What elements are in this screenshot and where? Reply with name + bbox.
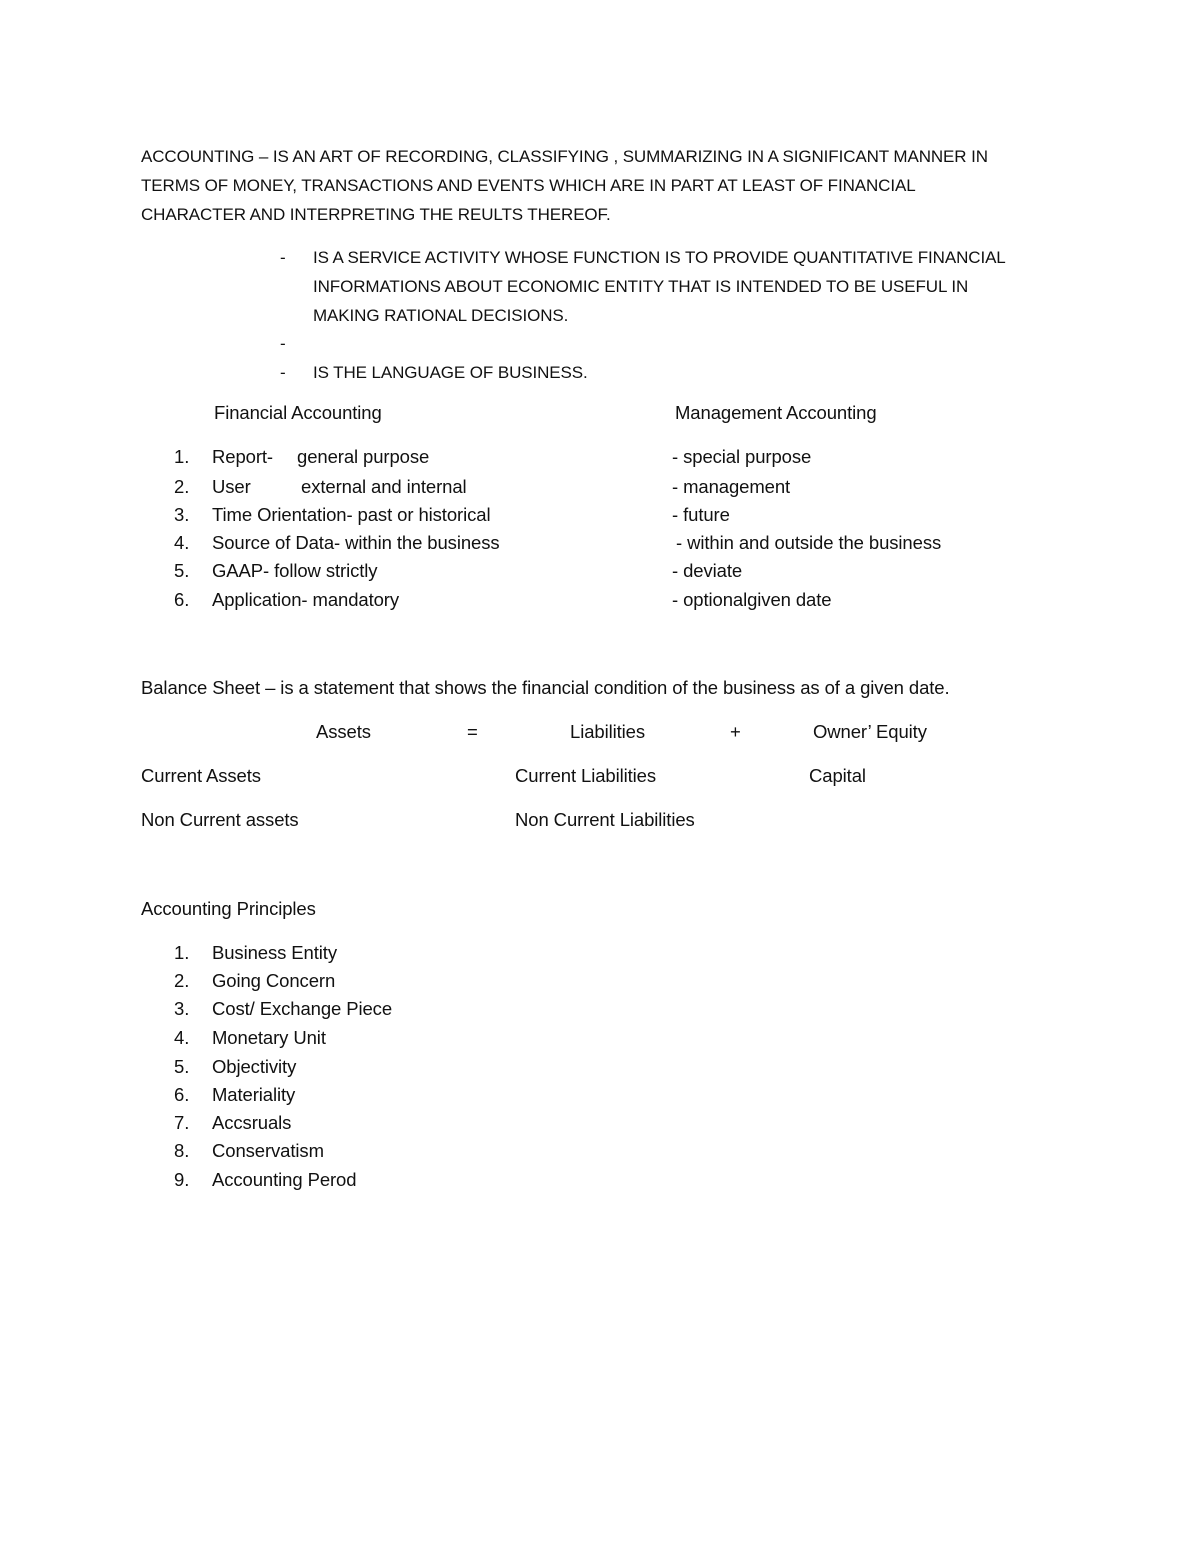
comparison-num-6: 6.: [174, 589, 190, 610]
principle-num-4: 4.: [174, 1027, 190, 1048]
bullet-1-line-3: MAKING RATIONAL DECISIONS.: [313, 306, 569, 325]
equation-liabilities: Liabilities: [570, 721, 645, 742]
definition-line-3: CHARACTER AND INTERPRETING THE REULTS THEREOF.: [141, 205, 611, 224]
equation-plus: +: [730, 721, 741, 742]
comparison-label-3: Time Orientation- past or historical: [212, 504, 491, 525]
comparison-label-1: Report-: [212, 446, 273, 467]
comparison-num-5: 5.: [174, 560, 190, 581]
current-assets: Current Assets: [141, 765, 261, 786]
principle-item-5: Objectivity: [212, 1056, 297, 1077]
bullet-dash-1: -: [280, 248, 286, 267]
comparison-right-1: - special purpose: [672, 446, 812, 467]
principle-num-6: 6.: [174, 1084, 190, 1105]
comparison-num-1: 1.: [174, 446, 190, 467]
principle-item-7: Accsruals: [212, 1112, 292, 1133]
comparison-right-4: - within and outside the business: [676, 532, 942, 553]
comparison-right-3: - future: [672, 504, 730, 525]
non-current-liabilities: Non Current Liabilities: [515, 809, 695, 830]
principle-num-8: 8.: [174, 1140, 190, 1161]
comparison-right-6: - optionalgiven date: [672, 589, 832, 610]
bullet-3-line-1: IS THE LANGUAGE OF BUSINESS.: [313, 363, 588, 382]
principle-item-1: Business Entity: [212, 942, 337, 963]
comparison-num-2: 2.: [174, 476, 190, 497]
principle-num-2: 2.: [174, 970, 190, 991]
principle-num-7: 7.: [174, 1112, 190, 1133]
comparison-right-2: - management: [672, 476, 791, 497]
principles-title: Accounting Principles: [141, 898, 316, 919]
principle-item-3: Cost/ Exchange Piece: [212, 998, 393, 1019]
principle-item-6: Materiality: [212, 1084, 296, 1105]
principle-num-5: 5.: [174, 1056, 190, 1077]
financial-accounting-header: Financial Accounting: [214, 402, 382, 423]
bullet-1-line-1: IS A SERVICE ACTIVITY WHOSE FUNCTION IS TO PROVIDE QUANTITATIVE FINANCIAL: [313, 248, 1006, 267]
current-liabilities: Current Liabilities: [515, 765, 657, 786]
definition-line-1: ACCOUNTING – IS AN ART OF RECORDING, CLASSIFYING , SUMMARIZING IN A SIGNIFICANT MANNER IN: [141, 147, 988, 166]
comparison-right-5: - deviate: [672, 560, 743, 581]
equation-equals: =: [467, 721, 478, 742]
principle-num-9: 9.: [174, 1169, 190, 1190]
comparison-label-6: Application- mandatory: [212, 589, 400, 610]
principle-num-3: 3.: [174, 998, 190, 1019]
equation-owner-equity: Owner’ Equity: [813, 721, 927, 742]
bullet-dash-3: -: [280, 363, 286, 382]
non-current-assets: Non Current assets: [141, 809, 299, 830]
comparison-num-3: 3.: [174, 504, 190, 525]
bullet-1-line-2: INFORMATIONS ABOUT ECONOMIC ENTITY THAT IS INTENDED TO BE USEFUL IN: [313, 277, 969, 296]
comparison-label-2: User: [212, 476, 251, 497]
capital: Capital: [809, 765, 866, 786]
management-accounting-header: Management Accounting: [675, 402, 877, 423]
principle-item-9: Accounting Perod: [212, 1169, 357, 1190]
principle-item-2: Going Concern: [212, 970, 336, 991]
comparison-label-4: Source of Data- within the business: [212, 532, 500, 553]
principle-item-8: Conservatism: [212, 1140, 324, 1161]
definition-line-2: TERMS OF MONEY, TRANSACTIONS AND EVENTS WHICH ARE IN PART AT LEAST OF FINANCIAL: [141, 176, 916, 195]
balance-sheet-definition: Balance Sheet – is a statement that shows the financial condition of the business as of a given date.: [141, 677, 950, 698]
comparison-left-1: general purpose: [297, 446, 430, 467]
principle-item-4: Monetary Unit: [212, 1027, 326, 1048]
bullet-dash-2: -: [280, 334, 286, 353]
comparison-num-4: 4.: [174, 532, 190, 553]
equation-assets: Assets: [316, 721, 371, 742]
comparison-left-2: external and internal: [301, 476, 467, 497]
comparison-label-5: GAAP- follow strictly: [212, 560, 378, 581]
principle-num-1: 1.: [174, 942, 190, 963]
